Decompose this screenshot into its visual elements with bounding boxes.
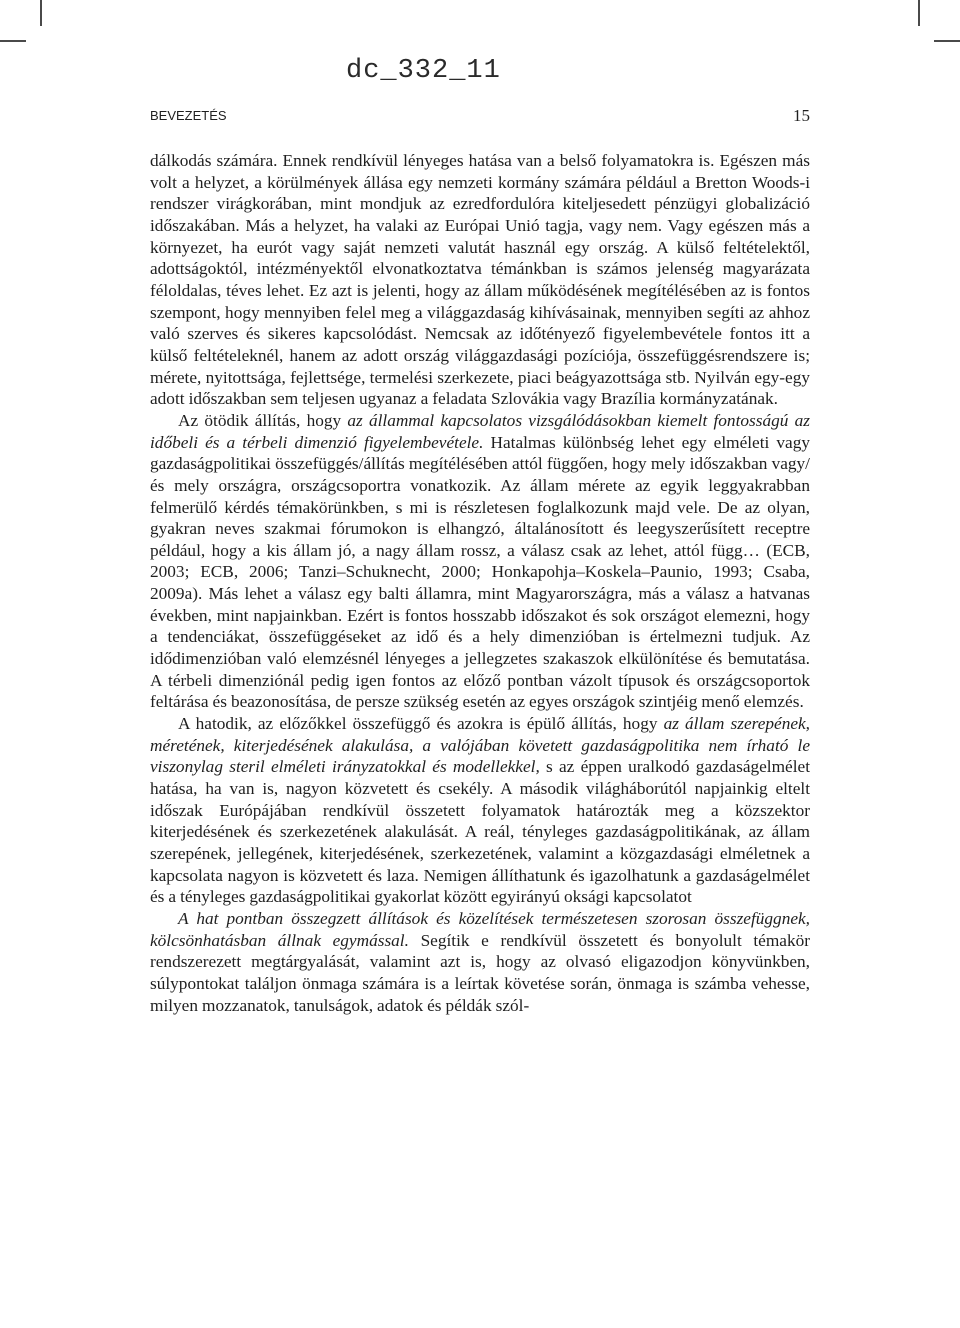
crop-mark-top-left-horizontal <box>0 40 26 42</box>
paragraph-2 <box>150 410 810 713</box>
paragraph-3 <box>150 713 810 908</box>
crop-mark-top-left-vertical <box>40 0 42 26</box>
running-head: BEVEZETÉS <box>150 108 227 123</box>
document-id: dc_332_11 <box>346 56 501 86</box>
emphasized-text: az állammal kapcsolatos vizsgálódásokban kiemelt fontosságú az időbeli és a térbeli dimenzió figyelembevétele. <box>150 410 810 452</box>
crop-mark-top-right-horizontal <box>934 40 960 42</box>
paragraph-1 <box>150 150 810 410</box>
text-run: Segítik e rendkívül összetett és bonyolult témakör rendszerezett megtárgyalását, valamint azt is, hogy az olvasó eligazodjon könyvünkben, súlypontokat találjon önmaga számára is a leírtak követése során, önmaga is számba vehesse, milyen mozzanatok, tanulságok, adatok és példák szól- <box>150 930 810 1015</box>
crop-mark-top-right-vertical <box>918 0 920 26</box>
body-text <box>150 150 810 1016</box>
page-number: 15 <box>793 106 810 125</box>
text-run: s az éppen uralkodó gazdaságelmélet hatása, ha van is, nagyon közvetett és csekély. A második világháborútól napjainkig eltelt időszak Európájában rendkívül összetett folyamatok határozták meg a közszektor kiterjedésének és szerkezetének alakulását. A reál, tényleges gazdaságpolitikának, az állam szerepének, jellegének, kiterjedésének, szerkezetének, valamint a közgazdasági elméletnek a kapcsolata nagyon is közvetett és laza. Nemigen állíthatunk és igazolhatunk a gazdaságelmélet és a tényleges gazdaságpolitikai gyakorlat között egyirányú oksági kapcsolatot <box>150 757 810 907</box>
text-run: Az ötödik állítás, hogy <box>178 410 348 430</box>
text-run: dálkodás számára. Ennek rendkívül lényeges hatása van a belső folyamatokra is. Egészen más volt a helyzet, a körülmények állása egy nemzeti kormány számára például a Bretton Woods-i rendszer virágkorában, mint mondjuk az ezredfordulóra kiteljesedett pénzügyi globalizáció időszakában. Más a helyzet, ha valaki az Európai Unió tagja, vagy nem. Vagy egészen más a környezet, ha eurót vagy saját nemzeti valutát használ egy ország. A külső feltételektől, adottságoktól, intézményektől elvonatkoztatva témánkban is számos jelenség magyarázata féloldalas, téves lehet. Ez azt is jelenti, hogy az állam működésének megítélésében az is fontos szempont, hogy mennyiben felel meg a világgazdaság kihívásainak, mennyiben segíti az ahhoz való szerves és sikeres kapcsolódást. Nemcsak az időtényező figyelembevétele fontos itt a külső feltételeknél, hanem az adott ország világgazdasági pozíciója, összefüggésrendszere is; mérete, nyitottsága, fejlettsége, termelési szerkezete, piaci beágyazottsága stb. Nyilván egy-egy adott időszakban sem teljesen ugyanaz a feladata Szlovákia vagy Brazília kormányzatának. <box>150 151 810 409</box>
paragraph-4 <box>150 908 810 1016</box>
emphasized-text: az állam szerepének, méretének, kiterjedésének alakulása, a valójában követett gazdaságpolitika nem írható le viszonylag steril elméleti irányzatokkal és modellekkel, <box>150 714 810 777</box>
emphasized-text: A hat pontban összegzett állítások és közelítések természetesen szorosan összefüggnek, kölcsönhatásban állnak egymással. <box>150 908 810 950</box>
text-run: A hatodik, az előzőkkel összefüggő és azokra is épülő állítás, hogy <box>178 714 664 734</box>
text-run: Hatalmas különbség lehet egy elméleti vagy gazdaságpolitikai összefüggés/állítás megítélésében attól függően, hogy mely időszakban vagy/és mely országra, országcsoportra vonatkozik. Az állam mérete az egyik leggyakrabban felmerülő kérdés témakörünkben, s mi is részletesen foglalkozunk majd vele. De az olyan, gyakran neves szakmai fórumokon is elhangzó, általánosított és leegyszerűsített receptre például, hogy a kis állam jó, a nagy állam rossz, a válasz csak az lehet, attól függ… (ECB, 2003; ECB, 2006; Tanzi–Schuknecht, 2000; Honkapohja–Koskela–Paunio, 1993; Csaba, 2009a). Más lehet a válasz egy balti államra, mint Magyarországra, más a válasz a hatvanas években, mint napjainkban. Ezért is fontos hosszabb időszakot és sok országot elemezni, hogy a tendenciákat, összefüggéseket az idő és a hely dimenzióban is értelmezni tudjuk. Az idődimenzióban való elemzésnél lényeges a jellegzetes szakaszok elkülönítése és bemutatása. A térbeli dimenziónál pedig igen fontos az előző pontban vázolt típusok és országcsoportok feltárása és beazonosítása, de persze szükség esetén az egyes országok szintjéig menő elemzés. <box>150 432 810 712</box>
